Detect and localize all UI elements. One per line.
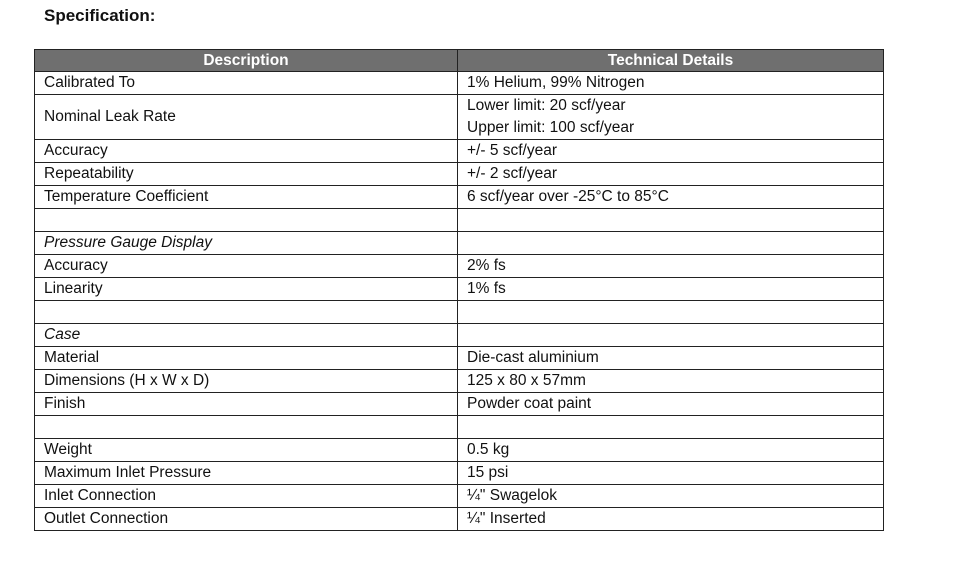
- description-cell: Material: [35, 347, 458, 370]
- table-row: [35, 209, 884, 232]
- table-row: [35, 324, 884, 347]
- technical-details-cell: [458, 209, 884, 232]
- technical-details-line: Powder coat paint: [467, 395, 592, 412]
- technical-details-line: 125 x 80 x 57mm: [467, 372, 586, 389]
- table-row: [35, 232, 884, 255]
- description-cell: Nominal Leak Rate: [35, 95, 458, 140]
- technical-details-cell: [458, 232, 884, 255]
- technical-details-line: +/- 5 scf/year: [467, 142, 558, 159]
- technical-details-line: 2% fs: [467, 257, 506, 274]
- table-row: [35, 393, 884, 416]
- technical-details-cell: [458, 393, 884, 416]
- technical-details-line: 1% fs: [467, 280, 506, 297]
- technical-details-cell: [458, 255, 884, 278]
- technical-details-line: Die-cast aluminium: [467, 349, 599, 366]
- technical-details-cell: [458, 439, 884, 462]
- technical-details-cell: [458, 140, 884, 163]
- technical-details-line: +/- 2 scf/year: [467, 165, 558, 182]
- description-cell: Pressure Gauge Display: [35, 232, 458, 255]
- description-cell: Linearity: [35, 278, 458, 301]
- description-cell: Weight: [35, 439, 458, 462]
- table-row: [35, 140, 884, 163]
- table-header-row: [35, 50, 884, 72]
- technical-details-cell: [458, 462, 884, 485]
- technical-details-line: Upper limit: 100 scf/year: [467, 119, 635, 136]
- description-cell: Temperature Coefficient: [35, 186, 458, 209]
- description-cell: Case: [35, 324, 458, 347]
- table-row: [35, 186, 884, 209]
- table-row: [35, 347, 884, 370]
- description-cell: Accuracy: [35, 140, 458, 163]
- table-row: [35, 255, 884, 278]
- page-title: Specification:: [44, 6, 156, 25]
- technical-details-cell: [458, 186, 884, 209]
- description-cell: Calibrated To: [35, 72, 458, 95]
- column-header-technical-details: Technical Details: [458, 50, 884, 72]
- technical-details-line: 0.5 kg: [467, 441, 510, 458]
- table-row: [35, 508, 884, 531]
- description-cell: [35, 209, 458, 232]
- technical-details-line: ¼" Swagelok: [467, 487, 557, 504]
- table-row: [35, 163, 884, 186]
- technical-details-cell: [458, 163, 884, 186]
- description-cell: Inlet Connection: [35, 485, 458, 508]
- technical-details-cell: [458, 416, 884, 439]
- table-row: [35, 278, 884, 301]
- description-cell: Maximum Inlet Pressure: [35, 462, 458, 485]
- description-cell: Repeatability: [35, 163, 458, 186]
- table-row: [35, 370, 884, 393]
- technical-details-line: 6 scf/year over -25°C to 85°C: [467, 188, 669, 205]
- technical-details-line: Lower limit: 20 scf/year: [467, 97, 626, 114]
- table-body: [35, 72, 884, 531]
- technical-details-cell: [458, 370, 884, 393]
- technical-details-cell: [458, 278, 884, 301]
- technical-details-line: 1% Helium, 99% Nitrogen: [467, 74, 645, 91]
- table-row: [35, 95, 884, 140]
- table-row: [35, 485, 884, 508]
- table-row: [35, 72, 884, 95]
- specification-table: [34, 49, 884, 531]
- table-row: [35, 416, 884, 439]
- technical-details-cell: [458, 347, 884, 370]
- technical-details-cell: [458, 485, 884, 508]
- technical-details-cell: [458, 95, 884, 140]
- technical-details-cell: [458, 72, 884, 95]
- table-row: [35, 439, 884, 462]
- description-cell: Outlet Connection: [35, 508, 458, 531]
- technical-details-line: 15 psi: [467, 464, 509, 481]
- column-header-description: Description: [35, 50, 458, 72]
- description-cell: Dimensions (H x W x D): [35, 370, 458, 393]
- technical-details-cell: [458, 301, 884, 324]
- description-cell: [35, 416, 458, 439]
- technical-details-cell: [458, 508, 884, 531]
- description-cell: [35, 301, 458, 324]
- technical-details-cell: [458, 324, 884, 347]
- description-cell: Accuracy: [35, 255, 458, 278]
- table-row: [35, 301, 884, 324]
- technical-details-line: ¼" Inserted: [467, 510, 546, 527]
- table-row: [35, 462, 884, 485]
- description-cell: Finish: [35, 393, 458, 416]
